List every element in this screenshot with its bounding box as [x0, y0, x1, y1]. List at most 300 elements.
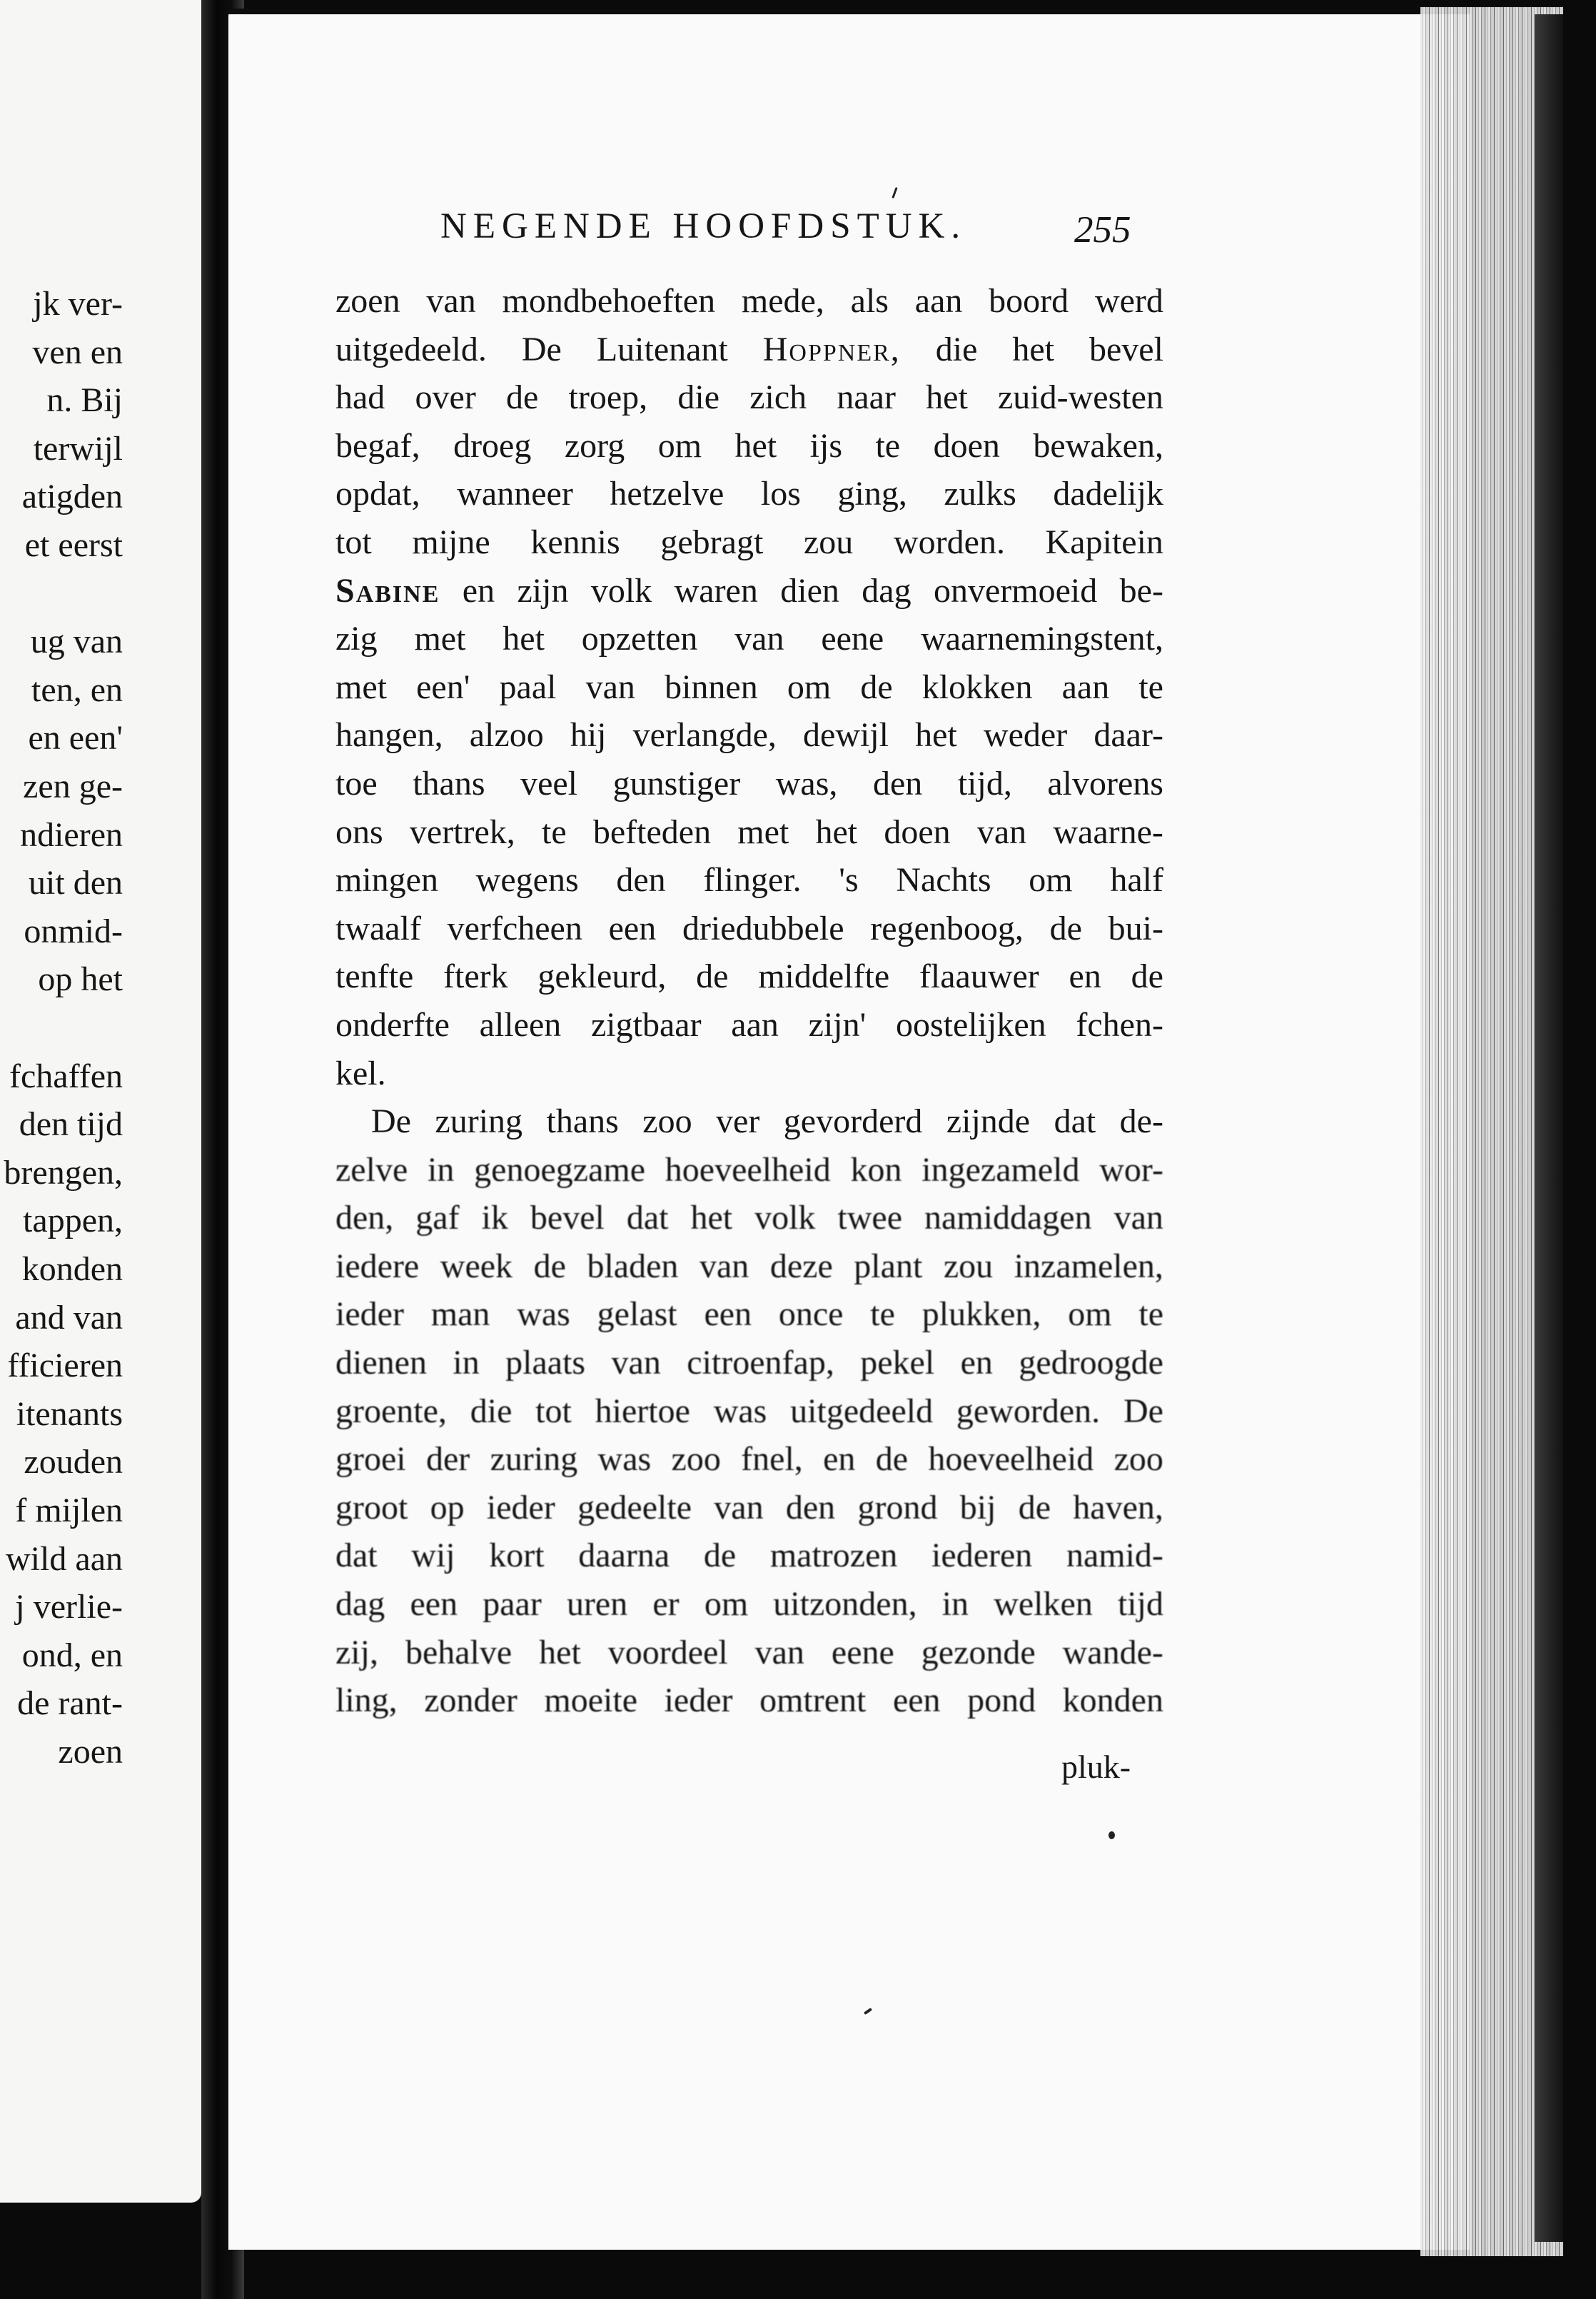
word: bewaken,	[1033, 426, 1163, 465]
word: om	[1068, 1295, 1112, 1334]
word: der	[425, 1440, 470, 1479]
word: pond	[967, 1681, 1036, 1720]
word: eene	[821, 620, 884, 658]
word: twee	[837, 1199, 903, 1237]
word: als	[850, 282, 889, 320]
word: het	[1012, 330, 1054, 368]
word: het	[915, 716, 957, 755]
text-line	[335, 1001, 1163, 1050]
left-page-line: terwijl	[33, 429, 123, 468]
word: van	[585, 668, 635, 706]
left-page-line: uit den	[29, 864, 123, 902]
word: dat	[626, 1199, 669, 1237]
word: zijn	[517, 571, 569, 610]
running-head: NEGENDE HOOFDSTUK.	[440, 206, 967, 246]
word: dadelijk	[1053, 475, 1163, 513]
word: zoo	[642, 1102, 692, 1141]
left-page-line: n. Bij	[46, 381, 123, 420]
text-line	[335, 760, 1163, 808]
word: groei	[335, 1440, 406, 1479]
word: week	[440, 1247, 513, 1285]
word: het	[690, 1199, 733, 1237]
word: geworden.	[956, 1392, 1101, 1430]
word: wij	[411, 1536, 455, 1575]
word: die	[935, 330, 978, 368]
left-page-line: konden	[21, 1250, 123, 1288]
word: zijn'	[808, 1005, 867, 1044]
word: mondbehoeften	[502, 282, 716, 320]
text-line	[335, 277, 1163, 326]
word: hoeveelheid	[928, 1440, 1094, 1479]
left-page-line: den tijd	[19, 1105, 123, 1144]
left-page-line: zoen	[58, 1733, 123, 1771]
word: citroenfap,	[687, 1344, 834, 1382]
word: dag	[335, 1585, 385, 1624]
text-line	[335, 615, 1163, 663]
word: waarne-	[1053, 813, 1163, 851]
word: van	[714, 1488, 764, 1526]
word: eene	[831, 1633, 894, 1671]
word: iederen	[931, 1536, 1033, 1575]
word: wegens	[475, 861, 579, 900]
word: aan	[1061, 668, 1110, 706]
word: thans	[413, 764, 485, 803]
word: zij,	[335, 1633, 378, 1671]
word: de	[533, 1247, 566, 1285]
text-line	[335, 1050, 1163, 1098]
word: zoo	[1113, 1440, 1163, 1479]
word: daar-	[1094, 716, 1163, 755]
word: Nachts	[896, 861, 991, 900]
word: den	[616, 861, 666, 900]
word: het	[502, 620, 545, 658]
left-page-line: ug van	[30, 623, 123, 661]
left-page-line: itenants	[16, 1394, 123, 1433]
word: weder	[983, 716, 1068, 755]
left-page-line: en een'	[28, 719, 123, 758]
word: gedroogde	[1019, 1344, 1163, 1382]
word: een	[704, 1295, 752, 1334]
text-line	[335, 1339, 1163, 1387]
word: ik	[481, 1199, 508, 1237]
text-line	[335, 1097, 1163, 1146]
word: Hoppner,	[762, 330, 901, 368]
word: wande-	[1062, 1633, 1163, 1671]
word: ieder	[664, 1681, 733, 1720]
text-line	[335, 1676, 1163, 1725]
word: dag	[862, 571, 911, 610]
word: gekleurd,	[537, 957, 667, 996]
word: zijnde	[946, 1102, 1031, 1141]
word: troep,	[568, 378, 648, 417]
word: bevel	[1089, 330, 1163, 368]
text-line	[335, 952, 1163, 1001]
word: voordeel	[607, 1633, 728, 1671]
word: grond	[857, 1488, 938, 1526]
word: bij	[959, 1488, 996, 1526]
text-line	[335, 1435, 1163, 1484]
word: de	[1018, 1488, 1051, 1526]
word: te	[870, 1295, 895, 1334]
left-page-line: jk ver-	[33, 285, 123, 323]
word: zich	[749, 378, 807, 417]
word: hangen,	[335, 716, 443, 755]
text-line	[335, 567, 1163, 615]
word: om	[657, 426, 702, 465]
word: be-	[1119, 571, 1163, 610]
word: die	[470, 1392, 512, 1430]
word: en	[960, 1344, 993, 1382]
word: te	[1138, 1295, 1163, 1334]
word: los	[760, 475, 801, 513]
word: onvermoeid	[933, 571, 1098, 610]
word: thans	[546, 1102, 619, 1141]
word: omtrent	[759, 1681, 867, 1720]
word: wanneer	[457, 475, 573, 513]
word: in	[453, 1344, 480, 1382]
body-text	[335, 277, 1163, 1725]
word: dat	[1054, 1102, 1096, 1141]
word: de-	[1119, 1102, 1163, 1141]
word: uren	[566, 1585, 628, 1624]
word: een	[608, 909, 657, 947]
word: begaf,	[335, 426, 420, 465]
word: en	[823, 1440, 856, 1479]
word: tijd	[1117, 1585, 1163, 1624]
word: befteden	[592, 813, 712, 851]
left-page-line: ndieren	[20, 815, 123, 854]
word: volk	[590, 571, 652, 610]
word: ijs	[809, 426, 842, 465]
word: van	[611, 1344, 661, 1382]
word: van	[426, 282, 476, 320]
word: de	[506, 378, 539, 417]
word: hij	[570, 716, 607, 755]
left-page-line: f mijlen	[15, 1491, 123, 1529]
word: half	[1110, 861, 1163, 900]
word: namid-	[1066, 1536, 1163, 1575]
left-page-line: atigden	[21, 478, 123, 516]
word: doen	[933, 426, 1000, 465]
word: De	[521, 330, 562, 368]
word: zou	[804, 523, 854, 561]
word: de	[703, 1536, 737, 1575]
word: den	[785, 1488, 836, 1526]
ink-speck	[1108, 1831, 1115, 1839]
word: iedere	[335, 1247, 420, 1285]
word: tot	[535, 1392, 572, 1430]
left-page-line: j verlie-	[15, 1588, 123, 1626]
word: regenboog,	[870, 909, 1024, 947]
word: het	[539, 1633, 581, 1671]
word: het	[734, 426, 777, 465]
word: er	[652, 1585, 680, 1624]
word: ingezameld	[921, 1150, 1080, 1189]
word: aan	[731, 1005, 779, 1044]
left-page-line: de rant-	[17, 1684, 123, 1723]
word: ling,	[335, 1681, 398, 1720]
word: alzoo	[469, 716, 544, 755]
text-line	[335, 1146, 1163, 1194]
word: daarna	[578, 1536, 670, 1575]
word: ons	[335, 813, 383, 851]
word: zoen	[335, 282, 400, 320]
word: een	[892, 1681, 941, 1720]
word: wor-	[1099, 1150, 1163, 1189]
left-facing-page	[0, 0, 201, 2203]
word: worden.	[894, 523, 1005, 561]
word: uitgedeeld	[790, 1392, 934, 1430]
left-page-line: op het	[38, 960, 123, 999]
text-line	[335, 711, 1163, 760]
word: driedubbele	[682, 909, 844, 947]
word: welken	[994, 1585, 1093, 1624]
word: kel.	[335, 1054, 386, 1092]
text-line	[335, 905, 1163, 953]
word: op	[430, 1488, 465, 1526]
word: klokken	[921, 668, 1033, 706]
word: zig	[335, 620, 378, 658]
word: van	[754, 1633, 804, 1671]
word: van	[699, 1247, 749, 1285]
word: fnel,	[741, 1440, 803, 1479]
word: zuring	[490, 1440, 578, 1479]
word: volk	[754, 1199, 816, 1237]
text-line	[335, 1290, 1163, 1339]
word: ging,	[837, 475, 907, 513]
left-page-line: and van	[15, 1298, 123, 1337]
word: werd	[1094, 282, 1163, 320]
text-line	[335, 808, 1163, 857]
word: zulks	[944, 475, 1016, 513]
word: gezonde	[921, 1633, 1036, 1671]
word: zuring	[435, 1102, 523, 1141]
word: ieder	[486, 1488, 555, 1526]
word: binnen	[665, 668, 758, 706]
text-line	[335, 470, 1163, 518]
page-number: 255	[1074, 209, 1131, 251]
text-line	[335, 1242, 1163, 1291]
word: middelfte	[758, 957, 890, 996]
text-line	[335, 1387, 1163, 1436]
word: gunstiger	[612, 764, 741, 803]
word: het	[815, 813, 858, 851]
word: Kapitein	[1045, 523, 1163, 561]
page-edges-shadow	[1535, 14, 1563, 2242]
left-page-line: brengen,	[4, 1153, 123, 1192]
word: was	[517, 1295, 570, 1334]
word: mijne	[412, 523, 490, 561]
word: waren	[674, 571, 758, 610]
word: den	[872, 764, 923, 803]
left-page-line: et eerst	[24, 526, 123, 564]
word: aan	[914, 282, 963, 320]
word: was	[713, 1392, 767, 1430]
word: om	[704, 1585, 749, 1624]
word: ieder	[335, 1295, 404, 1334]
left-page-line: onmid-	[24, 912, 123, 950]
word: zoo	[671, 1440, 721, 1479]
left-page-line: zen ge-	[23, 768, 123, 805]
word: gaf	[415, 1199, 460, 1237]
word: zorg	[564, 426, 625, 465]
word: plaats	[505, 1344, 586, 1382]
word: te	[1138, 668, 1163, 706]
word: zigtbaar	[590, 1005, 702, 1044]
word: om	[787, 668, 832, 706]
word: gebragt	[660, 523, 764, 561]
word: en	[462, 571, 495, 610]
top-edge-shadow	[228, 9, 1563, 14]
word: doen	[884, 813, 951, 851]
word: gelast	[597, 1295, 677, 1334]
word: de	[860, 668, 893, 706]
word: van	[1113, 1199, 1163, 1237]
word: groente,	[335, 1392, 447, 1430]
word: dat	[335, 1536, 378, 1575]
word: flinger.	[703, 861, 802, 900]
word: moeite	[544, 1681, 638, 1720]
word: toe	[335, 764, 378, 803]
word: Luitenant	[596, 330, 728, 368]
word: zou	[943, 1247, 994, 1285]
word: plukken,	[921, 1295, 1041, 1334]
text-line	[335, 663, 1163, 712]
word: fterk	[443, 957, 508, 996]
left-page-line: ven en	[32, 333, 123, 371]
word: den,	[335, 1199, 394, 1237]
word: genoegzame	[474, 1150, 646, 1189]
word: inzamelen,	[1014, 1247, 1163, 1285]
word: fchen-	[1076, 1005, 1163, 1044]
word: de	[1049, 909, 1082, 947]
left-page-line: fficieren	[7, 1347, 123, 1385]
text-line	[335, 326, 1163, 374]
catchword: pluk-	[1061, 1749, 1131, 1785]
word: verlangde,	[632, 716, 777, 755]
word: was,	[775, 764, 838, 803]
word: in	[941, 1585, 969, 1624]
word: De	[1123, 1392, 1163, 1430]
word: gevorderd	[783, 1102, 923, 1141]
word: bladen	[587, 1247, 679, 1285]
word: tijd,	[957, 764, 1012, 803]
word: droeg	[453, 426, 532, 465]
word: hoeveelheid	[665, 1150, 831, 1189]
word: groot	[335, 1488, 408, 1526]
word: paar	[483, 1585, 542, 1624]
word: opzetten	[581, 620, 698, 658]
word: bui-	[1108, 909, 1163, 947]
text-line	[335, 1531, 1163, 1580]
word: ver	[716, 1102, 760, 1141]
word: flaauwer	[919, 957, 1039, 996]
word: gedeelte	[577, 1488, 692, 1526]
word: De	[371, 1102, 411, 1141]
word: naar	[837, 378, 896, 417]
word: tot	[335, 523, 372, 561]
text-line	[335, 1484, 1163, 1532]
word: twaalf	[335, 909, 421, 947]
word: Sabine	[335, 571, 440, 610]
word: te	[875, 426, 901, 465]
word: once	[778, 1295, 844, 1334]
word: van	[734, 620, 784, 658]
text-line	[335, 422, 1163, 471]
left-page-line: ond, en	[21, 1636, 123, 1674]
word: dien	[780, 571, 839, 610]
word: was	[597, 1440, 652, 1479]
word: oostelijken	[896, 1005, 1046, 1044]
word: mingen	[335, 861, 438, 900]
word: matrozen	[769, 1536, 898, 1575]
word: zuid-westen	[998, 378, 1163, 417]
text-line	[335, 1580, 1163, 1629]
word: in	[428, 1150, 455, 1189]
word: alleen	[479, 1005, 562, 1044]
word: de	[696, 957, 729, 996]
word: dienen	[335, 1344, 427, 1382]
word: alvorens	[1047, 764, 1163, 803]
word: boord	[989, 282, 1069, 320]
word: deze	[769, 1247, 833, 1285]
word: onderfte	[335, 1005, 450, 1044]
word: het	[926, 378, 968, 417]
word: met	[737, 813, 789, 851]
left-page-line: wild aan	[6, 1539, 123, 1578]
word: 's	[839, 861, 859, 900]
word: veel	[520, 764, 578, 803]
word: kennis	[530, 523, 620, 561]
text-line	[335, 1194, 1163, 1242]
word: waarnemingstent,	[921, 620, 1163, 658]
word: pekel	[860, 1344, 935, 1382]
word: had	[335, 378, 385, 417]
word: de	[1131, 957, 1163, 996]
word: kort	[489, 1536, 545, 1575]
word: die	[677, 378, 719, 417]
left-page-line: zouden	[24, 1443, 123, 1481]
word: te	[542, 813, 567, 851]
word: en	[1069, 957, 1101, 996]
word: van	[976, 813, 1027, 851]
word: een'	[416, 668, 470, 706]
left-page-line: ten, en	[31, 670, 123, 709]
left-page-line: tappen,	[23, 1202, 123, 1240]
word: hetzelve	[610, 475, 724, 513]
word: tenfte	[335, 957, 414, 996]
word: zelve	[335, 1150, 408, 1189]
text-line	[335, 1629, 1163, 1677]
word: een	[410, 1585, 458, 1624]
word: mede,	[741, 282, 824, 320]
word: plant	[854, 1247, 923, 1285]
word: kon	[850, 1150, 902, 1189]
word: namiddagen	[924, 1199, 1092, 1237]
word: de	[875, 1440, 909, 1479]
word: opdat,	[335, 475, 420, 513]
word: haven,	[1073, 1488, 1163, 1526]
word: hiertoe	[595, 1392, 690, 1430]
text-line	[335, 856, 1163, 905]
left-page-line: fchaffen	[9, 1057, 123, 1095]
text-line	[335, 373, 1163, 422]
word: dewijl	[803, 716, 889, 755]
word: verfcheen	[447, 909, 582, 947]
word: met	[414, 620, 466, 658]
word: bevel	[530, 1199, 605, 1237]
word: paal	[499, 668, 557, 706]
